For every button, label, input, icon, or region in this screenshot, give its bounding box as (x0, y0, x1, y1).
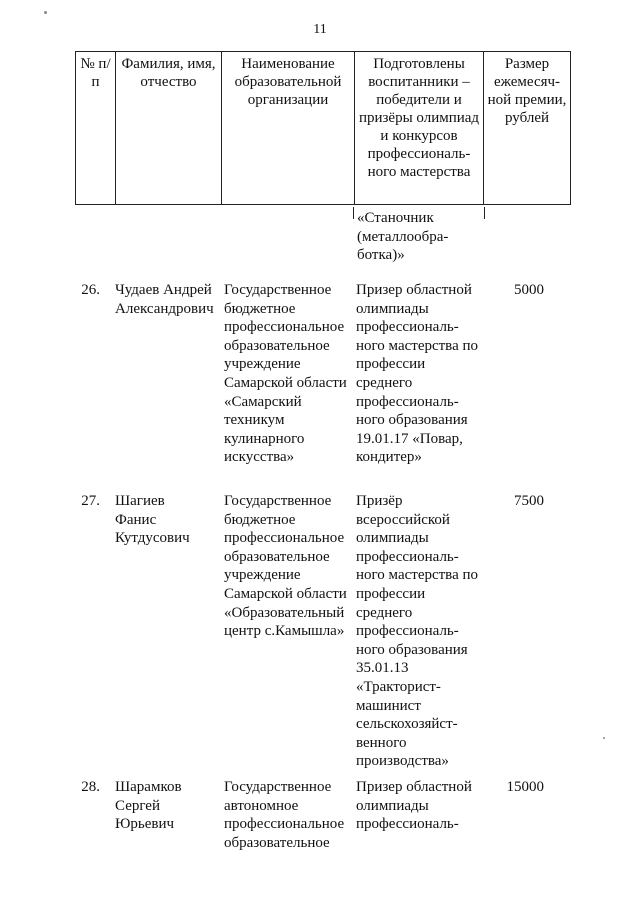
row-organization: Государственное автономное профессиональное образовательное (224, 779, 345, 851)
scan-speck (603, 737, 605, 739)
row-prepared: Призер областной олимпиады профессиональ-ного мастерства по профессии среднего профессиональ-ного образования 19.01.17 «Повар, кондитер» (356, 282, 479, 466)
column-divider (353, 207, 354, 219)
row-prize: 5000 (514, 282, 544, 298)
row-prize: 15000 (506, 779, 544, 795)
row-name: Шагиев Фанис Кутдусович (115, 493, 190, 547)
row-number: 28. (81, 779, 100, 795)
header-col-prize: Размер ежемесяч-ной премии, рублей (484, 52, 571, 205)
row-number: 27. (81, 493, 100, 509)
header-col-name: Фамилия, имя, отчество (116, 52, 222, 205)
header-col-prepared: Подготовлены воспитанники – победители и призёры олимпиад и конкурсов профессиональ-ного мастерства (355, 52, 484, 205)
page-number: 11 (313, 22, 327, 37)
column-divider (484, 207, 485, 219)
row-prepared: Призёр всероссийской олимпиады профессиональ-ного мастерства по профессии среднего профессиональ-ного образования 35.01.13 «Тракторист-машинист сельскохозяйст-венного производства» (356, 493, 479, 770)
row-prize: 7500 (514, 493, 544, 509)
header-col-number: № п/п (76, 52, 116, 205)
row-name: Чудаев Андрей Александрович (115, 282, 214, 317)
row-number: 26. (81, 282, 100, 298)
row-organization: Государственное бюджетное профессиональное образовательное учреждение Самарской области «Образовательный центр с.Камышла» (224, 493, 347, 640)
row-prepared: Призер областной олимпиады профессиональ- (356, 779, 472, 833)
table-header (75, 51, 571, 205)
header-col-organization: Наименование образовательной организации (222, 52, 355, 205)
continuation-prepared: «Станочник (металлообра-ботка)» (357, 210, 449, 264)
scan-speck (44, 11, 47, 14)
row-organization: Государственное бюджетное профессиональное образовательное учреждение Самарской области «Самарский техникум кулинарного искусства» (224, 282, 347, 466)
row-name: Шарамков Сергей Юрьевич (115, 779, 182, 833)
